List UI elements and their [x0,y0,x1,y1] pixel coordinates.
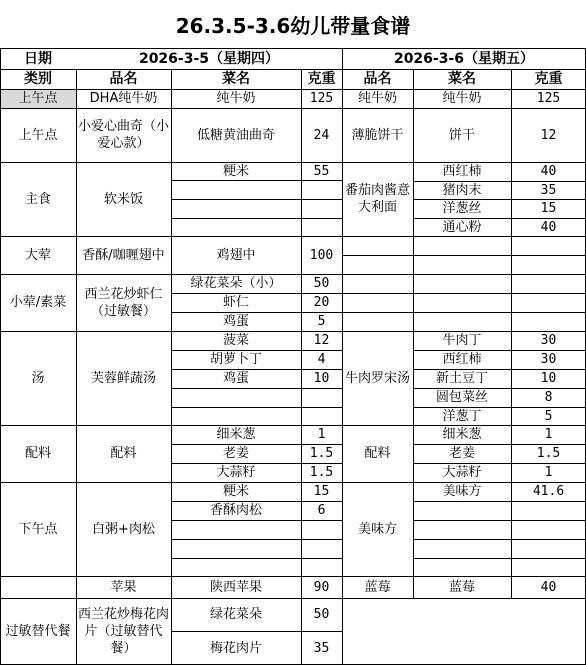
header-day2-ingredient: 菜名 [448,70,476,87]
table-cell: 90 [313,579,330,595]
table-cell: 1.5 [309,465,334,480]
grid-line [171,312,342,313]
table-cell: 粳米 [222,484,249,499]
table-cell: 12 [540,127,557,143]
table-cell: 鸡蛋 [222,371,249,386]
table-cell: 鸡蛋 [222,314,249,329]
grid-line [171,293,342,294]
header-day2: 2026-3-6（星期五） [393,50,535,67]
grid-line [413,218,586,219]
grid-line [0,48,586,49]
grid-line [171,369,342,370]
table-cell: 鸡翅中 [216,247,256,263]
table-cell: 新土豆丁 [435,371,488,386]
menu-title: 26.3.5-3.6幼儿带量食谱 [175,13,411,38]
table-cell: 胡萝卜丁 [209,352,262,367]
grid-line [413,520,586,521]
header-day2-dish: 品名 [363,70,392,87]
grid-line [0,425,586,426]
grid-line [342,312,413,313]
table-cell: 香酥/咖喱翅中 [82,247,165,263]
header-day1: 2026-3-5（星期四） [138,50,280,67]
grid-line [0,482,586,483]
grid-line [171,501,342,502]
table-cell: 6 [317,503,326,518]
table-cell: 番茄肉酱意大利面 [344,183,410,215]
table-cell: 菠菜 [222,333,249,348]
grid-line [171,350,342,351]
table-cell: 1.5 [536,446,561,461]
table-cell: 1 [317,427,326,442]
grid-line [413,312,586,313]
grid-line [0,69,586,70]
table-cell: 55 [313,163,330,179]
table-cell: 1.5 [309,446,334,461]
table-cell: 5 [317,314,326,329]
grid-line [413,255,586,256]
table-cell: 30 [540,352,557,367]
table-cell: 125 [309,91,334,106]
grid-line [0,108,586,109]
table-cell: 猪肉末 [442,182,482,198]
table-cell: 配料 [364,446,391,461]
table-cell: 薄脆饼干 [351,127,404,143]
grid-line [413,181,586,182]
grid-line [0,576,586,577]
grid-line [413,369,586,370]
table-cell: 饼干 [448,127,475,143]
table-cell: 牛肉丁 [442,333,482,348]
grid-line [413,69,414,598]
grid-line [76,69,77,665]
table-cell: 过敏替代餐 [5,624,71,639]
grid-line [171,218,342,219]
grid-line [413,558,586,559]
table-cell: 1 [544,465,553,480]
grid-line [171,444,342,445]
table-cell: 白粥+肉松 [92,521,155,537]
grid-line [511,69,512,598]
grid-line [413,407,586,408]
grid-line [413,388,586,389]
grid-line [413,199,586,200]
table-cell: 配料 [24,446,51,461]
grid-line [0,48,1,665]
table-cell: 西红柿 [442,352,482,367]
table-cell: 上午点 [0,89,76,108]
table-cell: 细米葱 [216,427,256,442]
table-cell: 大蒜籽 [442,465,482,480]
grid-line [342,48,343,665]
grid-line [0,331,586,332]
table-cell: 5 [544,408,553,424]
table-cell: 20 [313,295,330,310]
grid-line [301,69,302,665]
grid-line [413,350,586,351]
table-cell: 41.6 [532,484,565,499]
table-cell: 纯牛奶 [442,91,482,106]
table-cell: 牛肉罗宋汤 [344,370,410,386]
grid-line [171,199,342,200]
table-cell: 通心粉 [442,219,482,235]
grid-line [0,162,586,163]
table-cell: 大荤 [24,247,51,263]
grid-line [413,444,586,445]
table-cell: 10 [540,371,557,386]
grid-line [171,407,342,408]
table-cell: 1 [544,427,553,442]
table-cell: 香酥肉松 [209,503,262,518]
header-day1-ingredient: 菜名 [222,70,250,87]
table-cell: 低糖黄油曲奇 [196,127,275,143]
table-cell: 老姜 [448,446,475,461]
table-cell: 洋葱丝 [442,201,482,216]
table-cell: 15 [313,484,330,499]
grid-line [0,274,586,275]
table-cell: 小爱心曲奇（小爱心款） [77,119,169,151]
table-cell: 10 [313,371,330,386]
table-cell: 40 [540,164,557,179]
table-cell: 汤 [31,370,45,386]
table-cell: 绿花菜朵 [209,607,262,622]
table-cell: 芙蓉鲜蔬汤 [90,370,156,386]
table-cell: DHA纯牛奶 [89,91,158,106]
table-cell: 15 [540,201,557,216]
table-cell: 细米葱 [442,427,482,442]
table-cell: 纯牛奶 [357,91,397,106]
grid-line [171,558,342,559]
table-cell: 小荤/素菜 [9,295,67,310]
table-cell: 35 [540,182,557,198]
grid-line [413,539,586,540]
grid-line [171,631,342,632]
header-day2-weight: 克重 [534,70,563,87]
grid-line [413,463,586,464]
header-date-label: 日期 [24,50,52,67]
table-cell: 粳米 [222,163,249,179]
header-day1-weight: 克重 [307,70,336,87]
table-cell: 24 [313,127,330,143]
table-cell: 100 [309,247,334,263]
table-cell: 软米饭 [103,191,143,207]
table-cell: 圆包菜丝 [435,390,488,405]
grid-line [171,69,172,665]
table-cell: 美味方 [357,521,397,537]
table-cell: 陕西苹果 [209,579,262,595]
table-cell: 30 [540,333,557,348]
table-cell: 蓝莓 [364,579,391,595]
table-cell: 美味方 [442,484,482,499]
table-cell: 洋葱丁 [442,408,482,424]
grid-line [171,463,342,464]
table-cell: 苹果 [110,579,137,595]
grid-line [171,539,342,540]
table-cell: 蓝莓 [448,579,475,595]
table-cell: 主食 [24,191,51,207]
grid-line [171,520,342,521]
header-day1-dish: 品名 [109,70,138,87]
table-cell: 12 [313,333,330,348]
grid-line [171,180,342,181]
table-cell: 大蒜籽 [216,465,256,480]
table-cell: 配料 [110,446,137,461]
table-cell: 40 [540,219,557,235]
table-cell: 纯牛奶 [216,91,256,106]
grid-line [0,89,586,90]
table-cell: 西红柿 [442,164,482,179]
table-cell: 老姜 [222,446,249,461]
grid-line [171,388,342,389]
table-cell: 梅花肉片 [209,640,262,656]
grid-line [342,293,413,294]
grid-line [413,293,586,294]
table-cell: 40 [540,579,557,595]
table-cell: 绿花菜朵（小） [190,276,282,291]
table-cell: 下午点 [18,521,58,537]
header-category: 类别 [24,70,52,87]
table-cell: 西兰花炒梅花肉片（过敏替代餐） [77,607,169,656]
table-cell: 上午点 [18,127,58,143]
table-cell: 8 [544,390,553,405]
table-cell: 4 [317,352,326,367]
table-cell: 虾仁 [222,295,249,310]
grid-line [0,236,586,237]
table-cell: 西兰花炒虾仁（过敏餐） [84,286,163,319]
grid-line [342,255,413,256]
table-cell: 125 [536,91,561,106]
table-cell: 50 [313,607,330,622]
table-cell: 35 [313,640,330,656]
grid-line [413,501,586,502]
grid-line [0,598,586,599]
table-cell: 50 [313,276,330,291]
